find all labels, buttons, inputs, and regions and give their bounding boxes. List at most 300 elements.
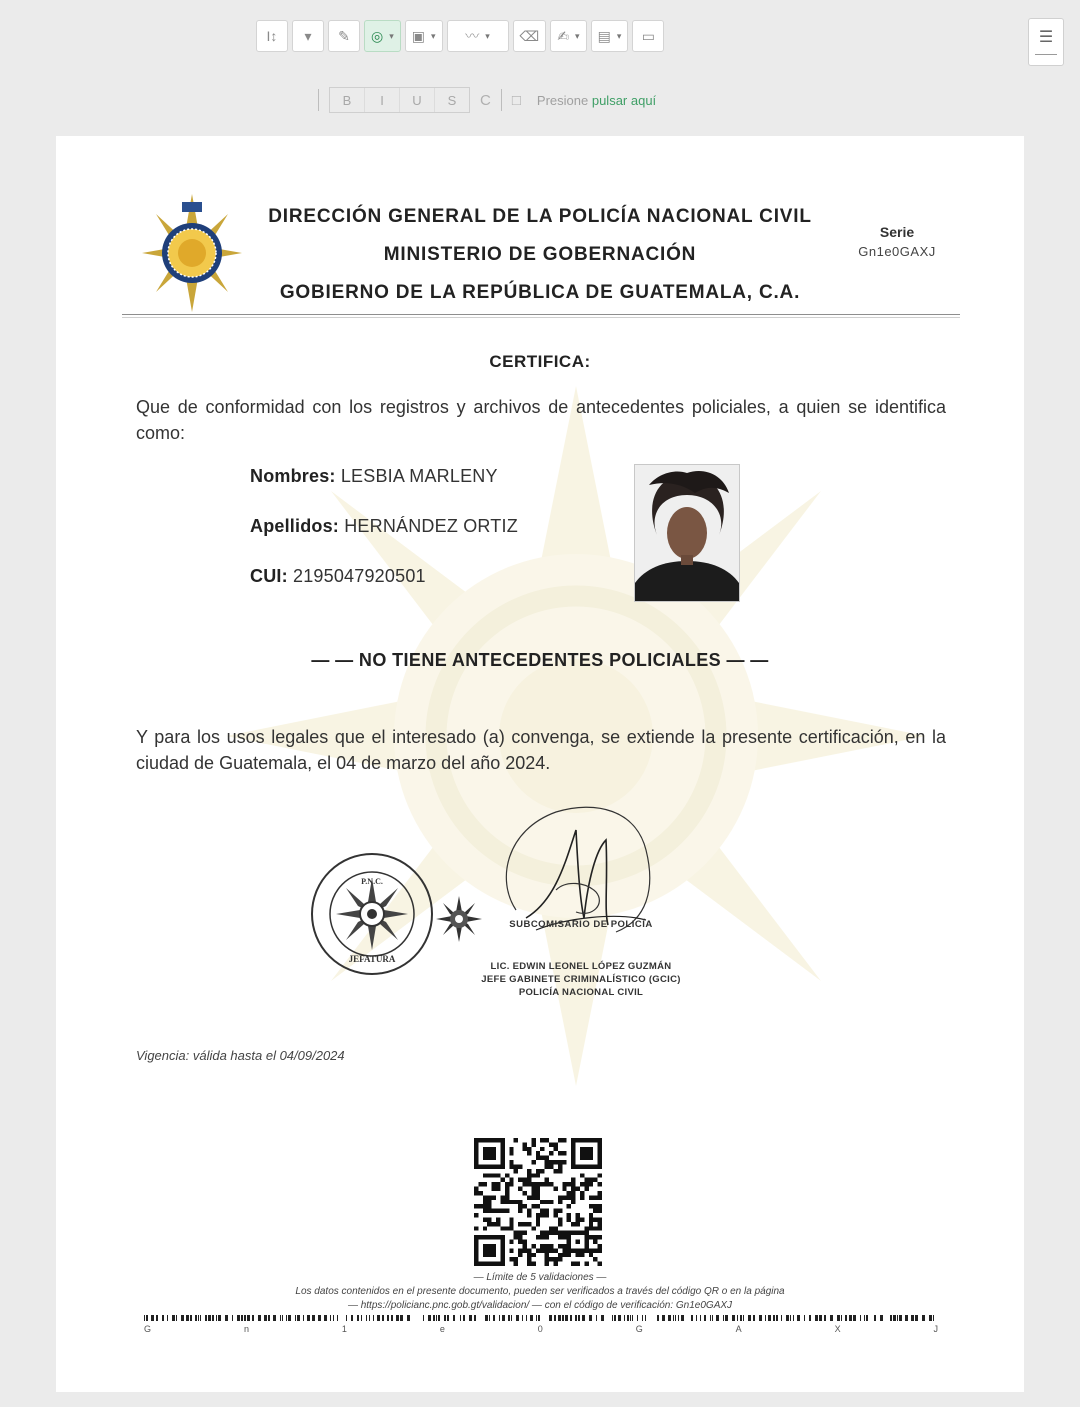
barcode-bar — [499, 1315, 500, 1321]
qr-module — [536, 1156, 540, 1160]
barcode-bar — [522, 1315, 523, 1321]
image-tool-button[interactable]: ▣ ▾ — [405, 20, 443, 52]
qr-module — [523, 1222, 527, 1226]
qr-module — [509, 1151, 513, 1155]
qr-module — [598, 1182, 602, 1186]
barcode-bar — [297, 1315, 300, 1321]
barcode-bar — [346, 1315, 347, 1321]
apellidos-field — [250, 516, 518, 537]
barcode-bar — [723, 1315, 724, 1321]
qr-module — [571, 1262, 575, 1266]
comment-icon: ▭ — [641, 27, 655, 44]
barcode-bar — [366, 1315, 367, 1321]
qr-module — [598, 1191, 602, 1195]
barcode-bar — [453, 1315, 455, 1321]
qr-module — [545, 1156, 549, 1160]
barcode-bar — [167, 1315, 168, 1321]
qr-module — [567, 1253, 571, 1257]
qr-module — [593, 1178, 597, 1182]
qr-module — [536, 1151, 540, 1155]
barcode-bar — [815, 1315, 818, 1321]
qr-module — [523, 1147, 527, 1151]
footer-note-2: — https://policianc.pnc.gob.gt/validacion/ — con el código de verificación: Gn1e0GAXJ — [347, 1300, 733, 1311]
barcode-bar — [765, 1315, 766, 1321]
barcode-bar — [463, 1315, 465, 1321]
barcode-bar — [469, 1315, 472, 1321]
barcode-bar — [618, 1315, 621, 1321]
barcode-bar — [662, 1315, 665, 1321]
qr-module — [514, 1231, 518, 1235]
qr-module — [540, 1213, 544, 1217]
qr-module — [598, 1204, 602, 1208]
barcode-bar — [933, 1315, 934, 1321]
barcode-bar — [837, 1315, 840, 1321]
qr-module — [531, 1244, 535, 1248]
signature-tool-button[interactable]: ✍ ▾ — [550, 20, 586, 52]
barcode-bar — [382, 1315, 384, 1321]
barcode-bar — [549, 1315, 552, 1321]
qr-module — [567, 1217, 571, 1221]
pen-tool-button[interactable] — [328, 20, 360, 52]
qr-module — [536, 1248, 540, 1252]
barcode-bar — [282, 1315, 283, 1321]
vigencia-text: Vigencia: válida hasta el 04/09/2024 — [136, 1048, 345, 1063]
barcode-bar — [508, 1315, 510, 1321]
qr-module — [562, 1187, 566, 1191]
qr-module — [496, 1173, 500, 1177]
stamp-tool-button[interactable]: ▤ ▾ — [591, 20, 629, 52]
barcode-bar — [748, 1315, 751, 1321]
qr-module — [531, 1142, 535, 1146]
qr-module — [593, 1235, 597, 1239]
qr-module — [598, 1248, 602, 1252]
qr-module — [558, 1138, 562, 1142]
barcode-bar — [601, 1315, 604, 1321]
barcode-bar — [156, 1315, 158, 1321]
qr-code[interactable] — [474, 1138, 602, 1266]
qr-module — [474, 1204, 478, 1208]
serie-label: Serie — [879, 224, 915, 240]
qr-module — [540, 1231, 544, 1235]
qr-module — [527, 1253, 531, 1257]
barcode-bar — [737, 1315, 738, 1321]
barcode-bar — [212, 1315, 214, 1321]
qr-module — [545, 1248, 549, 1252]
pen-icon: ✎ — [338, 27, 350, 44]
qr-module — [487, 1173, 491, 1177]
eraser-icon: ⌫ — [519, 27, 540, 44]
code-char: n — [243, 1324, 249, 1334]
qr-module — [514, 1262, 518, 1266]
qr-module — [589, 1178, 593, 1182]
barcode-bar — [637, 1315, 638, 1321]
barcode-bar — [333, 1315, 334, 1321]
qr-module — [518, 1204, 522, 1208]
barcode-bar — [516, 1315, 519, 1321]
barcode-bar — [423, 1315, 424, 1321]
qr-module — [474, 1226, 478, 1230]
barcode-bar — [438, 1315, 440, 1321]
qr-module — [518, 1235, 522, 1239]
qr-module — [540, 1209, 544, 1213]
qr-module — [558, 1200, 562, 1204]
text-options-dropdown[interactable] — [292, 20, 324, 52]
barcode-bar — [200, 1315, 201, 1321]
qr-module — [540, 1248, 544, 1252]
qr-module — [514, 1138, 518, 1142]
hint-prefix: Presione — [536, 92, 589, 108]
barcode-bar — [377, 1315, 380, 1321]
color-icon[interactable]: C — [480, 91, 491, 109]
barcode-bar — [880, 1315, 883, 1321]
qr-module — [500, 1226, 504, 1230]
qr-module — [531, 1204, 535, 1208]
signature-title: SUBCOMISARIO DE POLICÍA — [509, 919, 653, 930]
qr-module — [558, 1151, 562, 1155]
qr-module — [558, 1164, 562, 1168]
qr-module — [553, 1147, 557, 1151]
qr-module — [505, 1226, 509, 1230]
annotation-toolbar — [256, 20, 664, 54]
barcode-bar — [790, 1315, 791, 1321]
strike-button[interactable]: S — [447, 92, 457, 108]
barcode-bar — [318, 1315, 321, 1321]
barcode-bar — [700, 1315, 701, 1321]
qr-module — [478, 1191, 482, 1195]
barcode-bar — [433, 1315, 435, 1321]
qr-module — [598, 1222, 602, 1226]
qr-module — [514, 1235, 518, 1239]
barcode-bar — [241, 1315, 243, 1321]
barcode-bar — [436, 1315, 437, 1321]
qr-module — [523, 1142, 527, 1146]
qr-module — [523, 1244, 527, 1248]
qr-module — [536, 1169, 540, 1173]
qr-module — [518, 1164, 522, 1168]
signer-role: JEFE GABINETE CRIMINALÍSTICO (GCIC) — [481, 974, 681, 985]
qr-module — [527, 1257, 531, 1261]
text-format-bar — [318, 86, 656, 114]
qr-module — [593, 1209, 597, 1213]
barcode-bar — [146, 1315, 148, 1321]
barcode-bar — [288, 1315, 291, 1321]
qr-module — [549, 1151, 553, 1155]
qr-module — [553, 1160, 557, 1164]
barcode-bar — [845, 1315, 847, 1321]
qr-module — [505, 1191, 509, 1195]
qr-module — [483, 1226, 487, 1230]
barcode-bar — [303, 1315, 304, 1321]
qr-module — [536, 1173, 540, 1177]
barcode-bar — [361, 1315, 362, 1321]
qr-module — [505, 1182, 509, 1186]
barcode-bar — [893, 1315, 896, 1321]
qr-module — [558, 1160, 562, 1164]
qr-module — [483, 1182, 487, 1186]
barcode-bar — [396, 1315, 399, 1321]
qr-module — [567, 1182, 571, 1186]
qr-module — [492, 1209, 496, 1213]
qr-module — [580, 1253, 584, 1257]
qr-module — [531, 1191, 535, 1195]
comment-tool-button[interactable] — [632, 20, 664, 52]
qr-module — [523, 1231, 527, 1235]
qr-module — [593, 1195, 597, 1199]
barcode-bar — [809, 1315, 811, 1321]
qr-module — [518, 1222, 522, 1226]
qr-module — [558, 1253, 562, 1257]
bold-button[interactable]: B — [330, 88, 365, 112]
underline-button[interactable]: U — [400, 88, 435, 112]
qr-module — [584, 1182, 588, 1186]
barcode-bar — [849, 1315, 852, 1321]
qr-module — [509, 1217, 513, 1221]
qr-module — [553, 1257, 557, 1261]
italic-button[interactable]: I — [365, 88, 400, 112]
barcode-bar — [804, 1315, 805, 1321]
barcode-bar — [280, 1315, 281, 1321]
qr-module — [487, 1195, 491, 1199]
small-emblem — [436, 896, 482, 942]
eraser-tool-button[interactable] — [513, 20, 547, 52]
apellidos-label: Apellidos: — [250, 516, 340, 536]
qr-module — [536, 1182, 540, 1186]
closing-paragraph: Y para los usos legales que el interesado (a) convenga, se extiende la presente certificación, en la ciudad de Guatemala, el 04 de marzo del año 2024. — [136, 727, 946, 773]
qr-module — [518, 1187, 522, 1191]
code-char: A — [735, 1324, 742, 1334]
qr-module — [505, 1187, 509, 1191]
qr-module — [523, 1204, 527, 1208]
barcode-bar — [786, 1315, 789, 1321]
qr-module — [527, 1169, 531, 1173]
code-char: G — [144, 1324, 152, 1334]
qr-module — [540, 1244, 544, 1248]
qr-module — [523, 1240, 527, 1244]
barcode-bar — [716, 1315, 719, 1321]
barcode-bar — [922, 1315, 925, 1321]
highlight-tool-button[interactable]: ◎ ▾ — [364, 20, 401, 52]
qr-module — [593, 1257, 597, 1261]
qr-module — [558, 1222, 562, 1226]
barcode-bar — [324, 1315, 327, 1321]
qr-module — [500, 1209, 504, 1213]
qr-module — [562, 1160, 566, 1164]
qr-module — [527, 1248, 531, 1252]
qr-module — [584, 1226, 588, 1230]
qr-module — [531, 1226, 535, 1230]
cui-label: CUI: — [250, 566, 288, 586]
barcode-bar — [915, 1315, 918, 1321]
barcode-bar — [489, 1315, 490, 1321]
qr-module — [549, 1257, 553, 1261]
barcode-bar — [181, 1315, 184, 1321]
qr-module — [536, 1191, 540, 1195]
qr-module — [576, 1217, 580, 1221]
qr-module — [509, 1226, 513, 1230]
qr-module — [545, 1231, 549, 1235]
barcode-bar — [264, 1315, 267, 1321]
barcode-bar — [337, 1315, 338, 1321]
qr-module — [531, 1262, 535, 1266]
qr-module — [545, 1200, 549, 1204]
barcode-bar — [232, 1315, 233, 1321]
qr-module — [487, 1200, 491, 1204]
qr-module — [545, 1182, 549, 1186]
svg-text:JEFATURA: JEFATURA — [348, 954, 396, 964]
qr-module — [580, 1191, 584, 1195]
qr-module — [527, 1262, 531, 1266]
signer-name: LIC. EDWIN LEONEL LÓPEZ GUZMÁN — [490, 961, 672, 972]
cui-field — [250, 566, 426, 587]
qr-module — [509, 1178, 513, 1182]
qr-module — [531, 1195, 535, 1199]
draw-tool-button[interactable]: 〰 ▾ — [447, 20, 509, 52]
qr-module — [571, 1178, 575, 1182]
qr-module — [527, 1151, 531, 1155]
qr-module — [496, 1182, 500, 1186]
barcode-bar — [295, 1315, 296, 1321]
qr-module — [562, 1231, 566, 1235]
qr-module — [545, 1244, 549, 1248]
barcode-bar — [797, 1315, 800, 1321]
barcode-bar — [673, 1315, 674, 1321]
nombres-value: LESBIA MARLENY — [340, 466, 498, 486]
barcode-bar — [830, 1315, 833, 1321]
nombres-label: Nombres: — [250, 466, 336, 486]
qr-module — [483, 1209, 487, 1213]
barcode-bar — [444, 1315, 446, 1321]
barcode-bar — [612, 1315, 613, 1321]
qr-module — [487, 1217, 491, 1221]
qr-module — [593, 1226, 597, 1230]
barcode-bar — [632, 1315, 633, 1321]
barcode-bar — [387, 1315, 389, 1321]
handwritten-signature — [496, 800, 666, 960]
barcode-bar — [373, 1315, 374, 1321]
clear-icon[interactable]: □ — [511, 91, 521, 109]
qr-module — [518, 1240, 522, 1244]
hint-link[interactable]: pulsar aquí — [591, 92, 657, 108]
qr-module — [509, 1182, 513, 1186]
barcode-bar — [866, 1315, 868, 1321]
barcode-bar — [538, 1315, 540, 1321]
qr-module — [509, 1257, 513, 1261]
barcode-bar — [897, 1315, 898, 1321]
barcode-bar — [195, 1315, 197, 1321]
barcode-bar — [391, 1315, 393, 1321]
side-menu-button[interactable] — [1028, 18, 1064, 66]
qr-module — [500, 1200, 504, 1204]
qr-module — [531, 1138, 535, 1142]
qr-module — [483, 1204, 487, 1208]
barcode-bar — [578, 1315, 580, 1321]
qr-module — [584, 1187, 588, 1191]
qr-module — [509, 1160, 513, 1164]
barcode-bar — [860, 1315, 861, 1321]
header-divider — [122, 314, 960, 315]
intro-paragraph: Que de conformidad con los registros y archivos de antecedentes policiales, a quien se identifica como: — [136, 397, 946, 443]
menu-icon: ☰ — [1038, 29, 1054, 46]
validation-limit: — Límite de 5 validaciones — — [473, 1272, 607, 1283]
qr-module — [589, 1248, 593, 1252]
barcode-bar — [562, 1315, 564, 1321]
barcode-bar — [190, 1315, 192, 1321]
barcode-bar — [474, 1315, 476, 1321]
header-line-3: GOBIERNO DE LA REPÚBLICA DE GUATEMALA, C.A. — [279, 282, 801, 303]
barcode-bar — [205, 1315, 207, 1321]
qr-module — [545, 1257, 549, 1261]
barcode-bar — [890, 1315, 892, 1321]
qr-module — [562, 1182, 566, 1186]
barcode-bar — [740, 1315, 742, 1321]
qr-module — [593, 1204, 597, 1208]
format-buttons — [329, 87, 470, 113]
text-tool-button[interactable] — [256, 20, 288, 52]
person-photo — [634, 464, 740, 602]
barcode-bar — [351, 1315, 353, 1321]
qr-module — [523, 1178, 527, 1182]
qr-module — [527, 1209, 531, 1213]
qr-module — [558, 1257, 562, 1261]
qr-module — [527, 1173, 531, 1177]
barcode-bar — [668, 1315, 671, 1321]
qr-module — [553, 1169, 557, 1173]
qr-module — [576, 1262, 580, 1266]
qr-module — [496, 1217, 500, 1221]
barcode-bar — [526, 1315, 527, 1321]
barcode-bar — [172, 1315, 175, 1321]
barcode-bar — [151, 1315, 154, 1321]
barcode-bar — [330, 1315, 331, 1321]
code-char: G — [635, 1324, 643, 1334]
qr-module — [540, 1200, 544, 1204]
barcode-bar — [864, 1315, 865, 1321]
qr-module — [505, 1209, 509, 1213]
qr-module — [540, 1138, 544, 1142]
barcode-bar — [819, 1315, 822, 1321]
qr-module — [553, 1248, 557, 1252]
qr-module — [483, 1195, 487, 1199]
code-char: 0 — [537, 1324, 543, 1334]
qr-module — [531, 1253, 535, 1257]
qr-module — [571, 1187, 575, 1191]
qr-module — [487, 1222, 491, 1226]
qr-module — [553, 1231, 557, 1235]
qr-module — [487, 1209, 491, 1213]
qr-module — [567, 1195, 571, 1199]
qr-module — [549, 1231, 553, 1235]
barcode-bar — [853, 1315, 856, 1321]
barcode-bar — [144, 1315, 145, 1321]
barcode-bar — [565, 1315, 568, 1321]
barcode-bar — [186, 1315, 189, 1321]
barcode-bar — [624, 1315, 625, 1321]
qr-module — [576, 1213, 580, 1217]
barcode-bar — [244, 1315, 246, 1321]
certifica-heading: CERTIFICA: — [489, 352, 591, 371]
barcode-bar — [357, 1315, 359, 1321]
qr-module — [536, 1235, 540, 1239]
barcode-bar — [460, 1315, 461, 1321]
qr-module — [518, 1253, 522, 1257]
barcode-bar — [589, 1315, 592, 1321]
qr-module — [518, 1200, 522, 1204]
insert-hint — [537, 93, 656, 108]
qr-module — [580, 1217, 584, 1221]
barcode-bar — [237, 1315, 240, 1321]
barcode-bar — [642, 1315, 643, 1321]
barcode-bar — [675, 1315, 676, 1321]
